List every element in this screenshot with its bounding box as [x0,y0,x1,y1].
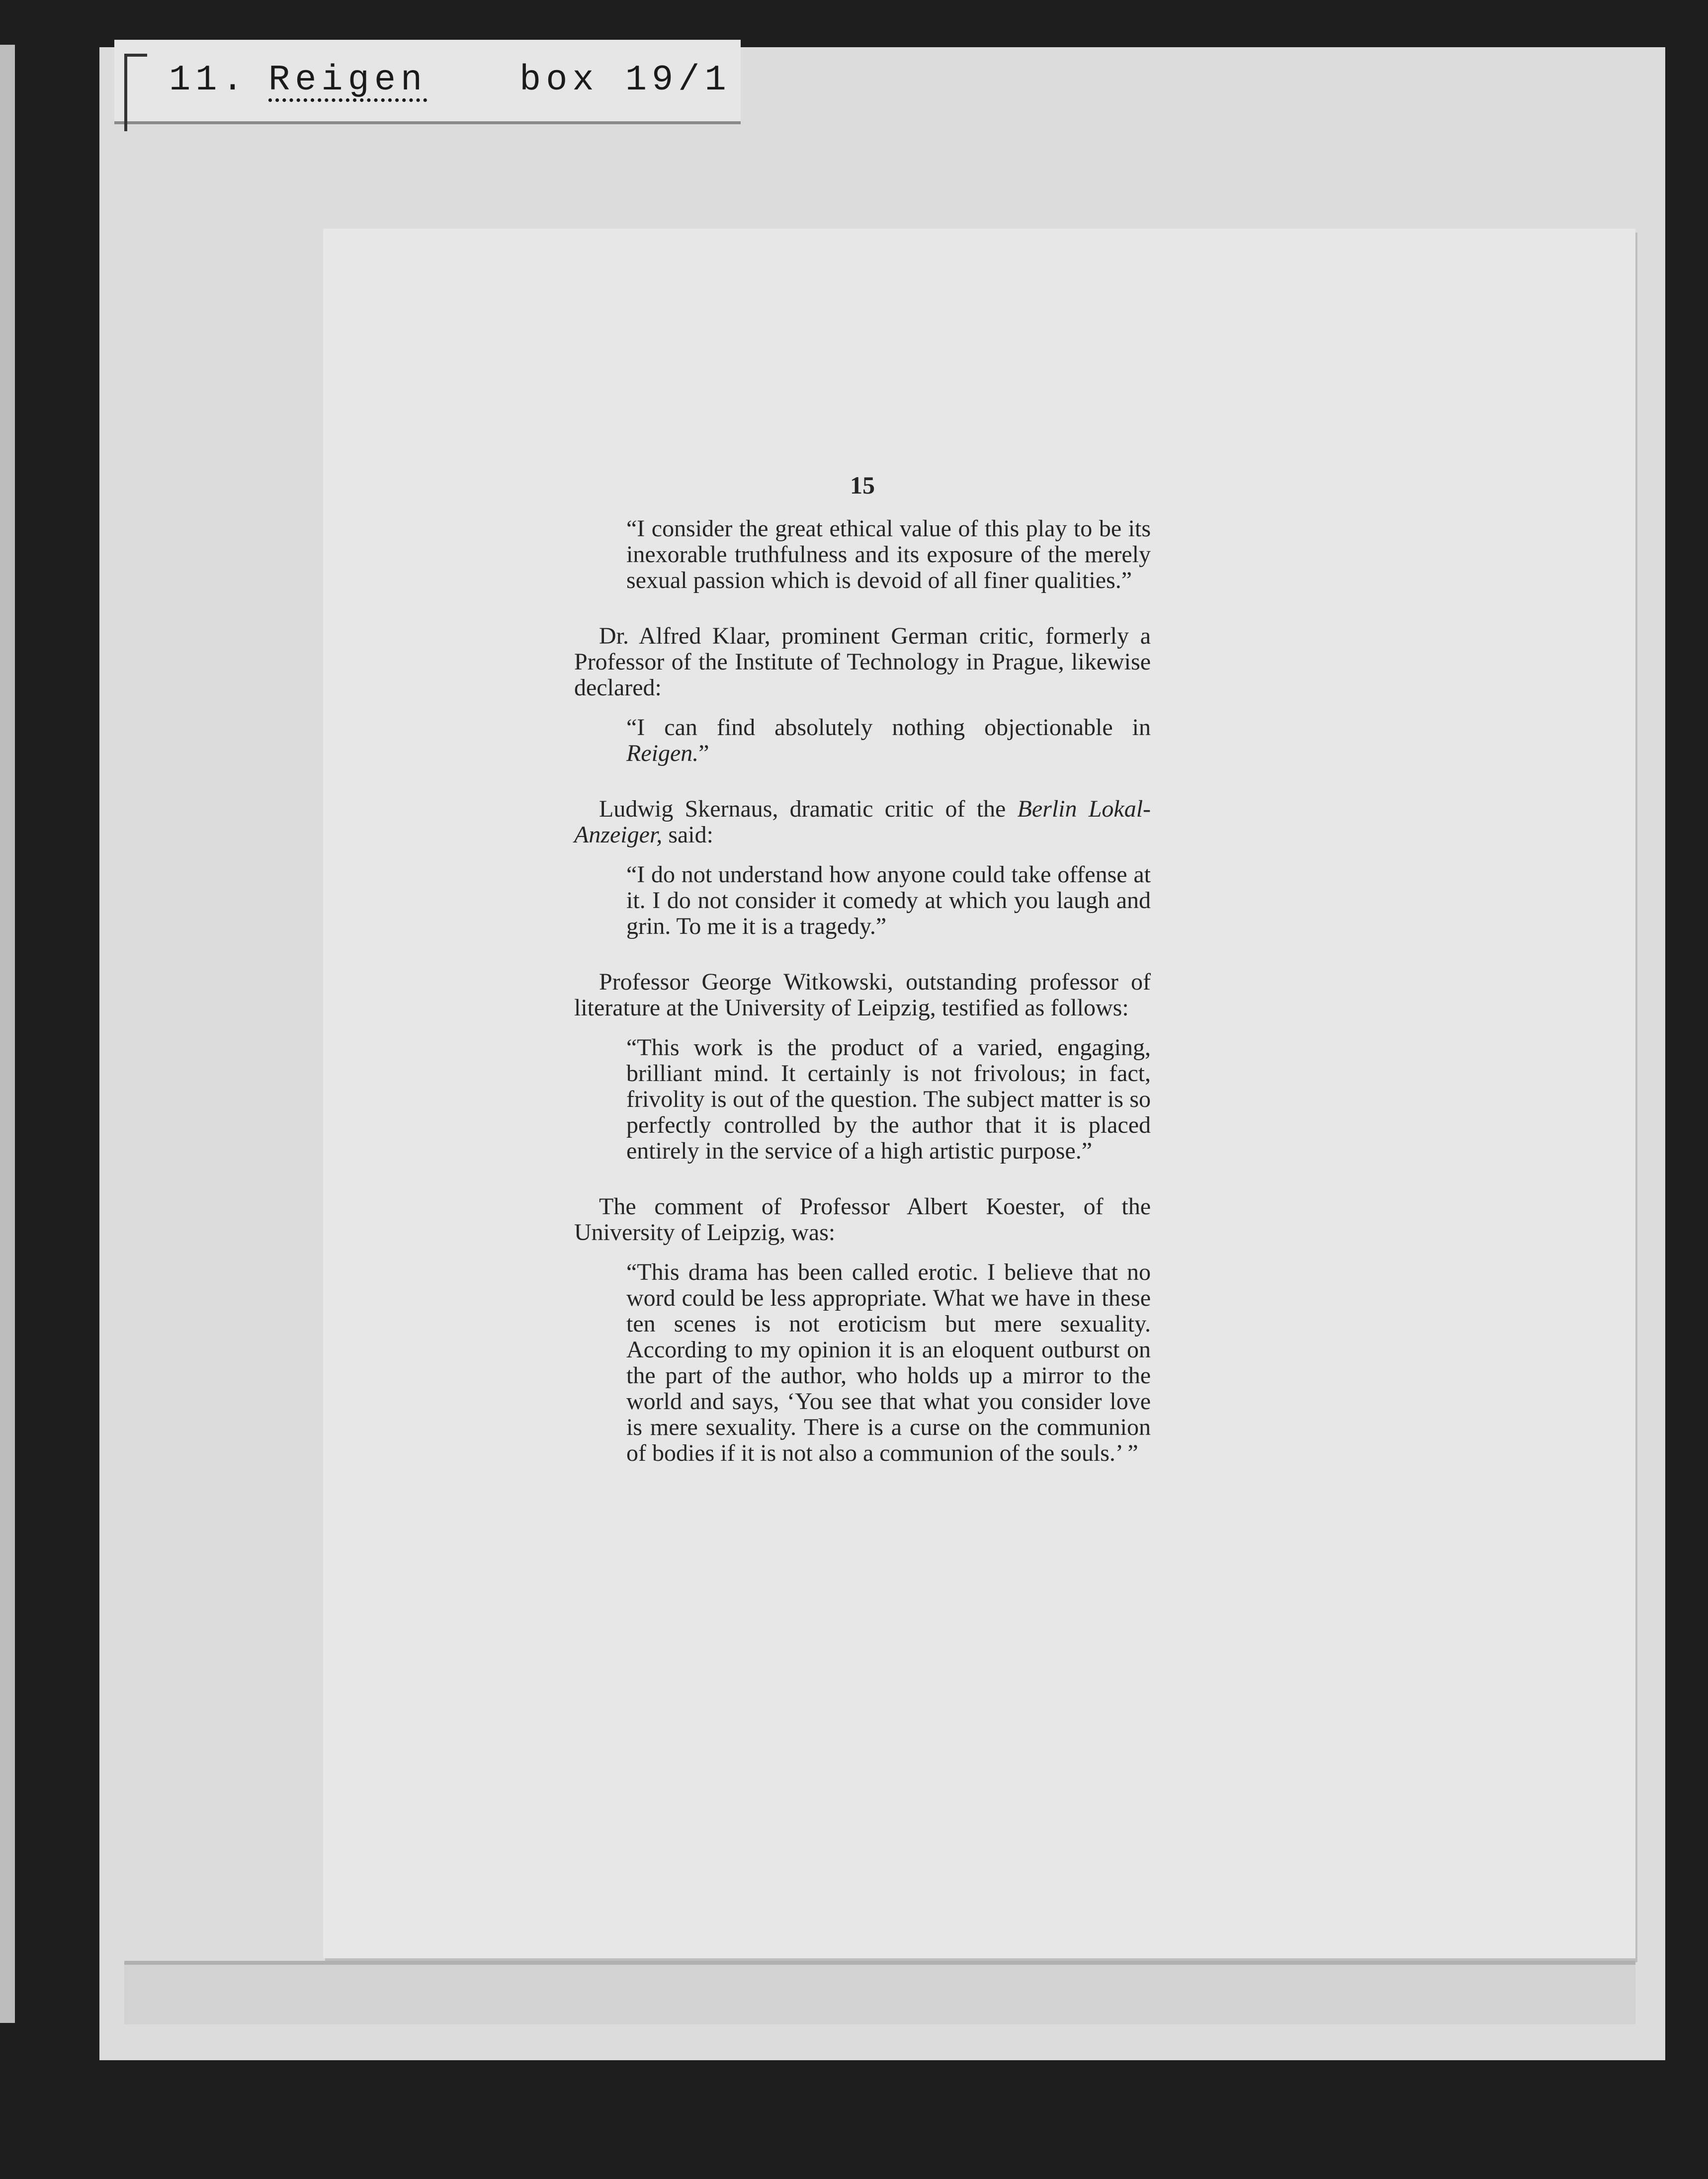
intro-witkowski: Professor George Witkowski, outstanding professor of literature at the University of Leipzig, testified as follows: [574,969,1151,1021]
intro-3-text: Ludwig Skernaus, dramatic critic of the [599,796,1006,822]
quote-2-end: ” [698,740,709,766]
text-column [574,472,1151,1496]
label-number: 11. [169,60,249,100]
quote-2-italic: Reigen. [626,740,699,766]
quote-2-text: “I can find absolutely nothing objectionable in [626,714,1151,741]
intro-3-end: said: [668,822,713,848]
archive-label [114,40,741,124]
quote-1: “I consider the great ethical value of this play to be its inexorable truthfulness and its exposure of the merely sexual passion which is devoid of all finer qualities.” [626,515,1151,593]
quote-3: “I do not understand how anyone could take offense at it. I do not consider it comedy at which you laugh and grin. To me it is a tragedy.” [626,861,1151,939]
page-number: 15 [850,471,875,499]
label-title: Reigen [268,60,427,100]
bracket-mark [124,54,147,131]
quote-2 [574,715,1151,766]
intro-koester: The comment of Professor Albert Koester, of the University of Leipzig, was: [574,1193,1151,1246]
adjacent-page-edge [0,45,15,2023]
intro-3-italic: Berlin Lokal-Anzeiger, [574,796,1151,848]
quote-4: “This work is the product of a varied, engaging, brilliant mind. It certainly is not frivolous; in fact, frivolity is out of the question. The subject matter is so perfectly controlled by the author that it is placed entirely in the service of a high artistic purpose.” [626,1034,1151,1164]
intro-skernaus [574,796,1151,848]
label-box-number: box 19/1 [519,60,731,100]
card-bottom-band [124,1961,1635,2024]
intro-klaar: Dr. Alfred Klaar, prominent German critic, formerly a Professor of the Institute of Technology in Prague, likewise declared: [574,623,1151,701]
quote-5: “This drama has been called erotic. I believe that no word could be less appropriate. What we have in these ten scenes is not eroticism but mere sexuality. According to my opinion it is an eloquent outburst on the part of the author, who holds up a mirror to the world and says, ‘You see that what you consider love is mere sexuality. There is a curse on the communion of bodies if it is not also a communion of the souls.’ ” [626,1259,1151,1466]
